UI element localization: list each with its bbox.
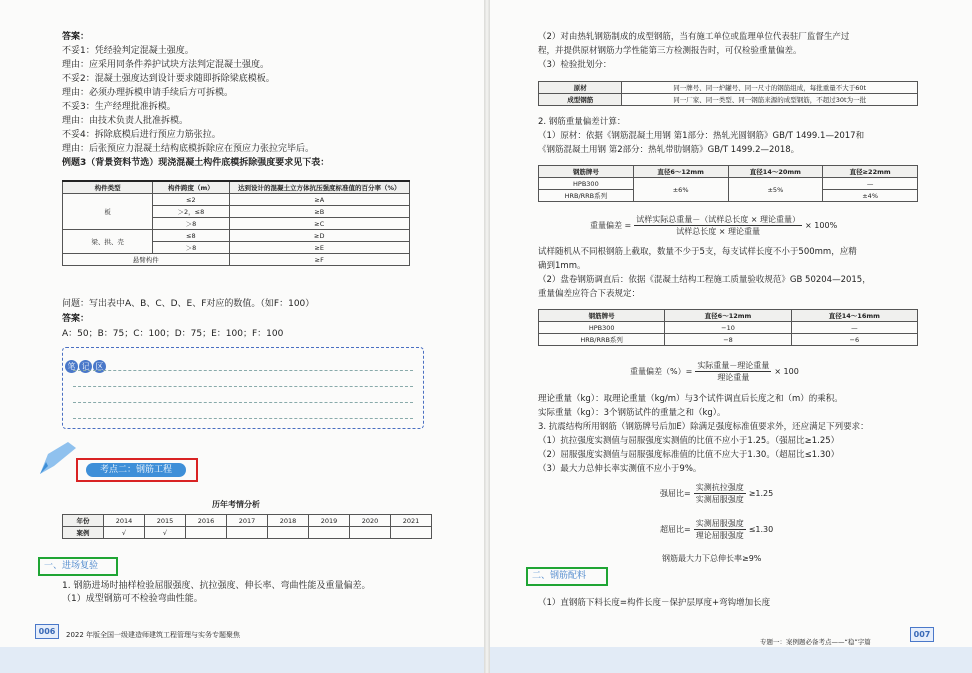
elongation-requirement: 钢筋最大力下总伸长率≥9%	[662, 554, 762, 563]
formula-fraction	[634, 214, 802, 237]
table-cell: 原材	[539, 82, 622, 94]
table-cell: 同一牌号、同一炉罐号、同一尺寸的钢筋组成，每批重量不大于60t	[622, 82, 918, 94]
table-cell: 悬臂构件	[63, 254, 230, 266]
year-cell: 2017	[227, 515, 268, 527]
formula-numerator: 试样实际总重量－（试样总长度 × 理论重量）	[636, 215, 801, 224]
table-header: 直径14～16mm	[791, 310, 917, 322]
key-point-title: 考点二：钢筋工程	[86, 463, 186, 477]
section-heading-batching: 二、钢筋配料	[526, 567, 608, 586]
table-cell: 板	[63, 194, 153, 230]
left-text-block	[62, 30, 472, 170]
table-cell: ＞2，≤8	[153, 206, 229, 218]
text-line: 3. 抗震结构所用钢筋（钢筋牌号后加E）除满足强度标准值要求外，还应满足下列要求：	[538, 422, 869, 432]
formula-fraction	[694, 482, 746, 505]
year-cell: 2021	[391, 515, 432, 527]
year-cell: 2018	[268, 515, 309, 527]
section-heading-retest: 一、进场复验	[38, 557, 118, 576]
formula-denominator: 理论屈服强度	[695, 531, 744, 540]
text-line: 试样随机从不同根钢筋上截取，数量不少于5支，每支试样长度不小于500mm，应精	[538, 247, 857, 257]
text-line: （3）检验批划分：	[538, 60, 612, 70]
notes-tag	[65, 354, 109, 371]
case-cell	[268, 527, 309, 539]
formula-fraction	[694, 518, 746, 541]
table-cell: ≥A	[229, 194, 409, 206]
notes-tag-char: 区	[93, 360, 106, 373]
left-footer-strip	[0, 647, 484, 673]
case-cell	[227, 527, 268, 539]
table-cell: ＞8	[153, 218, 229, 230]
case-cell: √	[145, 527, 186, 539]
table-cell: ±6%	[633, 178, 728, 202]
answer-text: A：50；B：75；C：100；D：75；E：100；F：100	[62, 329, 284, 339]
formula-denominator: 试样总长度 × 理论重量	[676, 227, 761, 236]
table-cell: ≥E	[229, 242, 409, 254]
table-header: 达到设计的混凝土立方体抗压强度标准值的百分率（%）	[229, 181, 409, 194]
notes-area	[62, 347, 424, 429]
year-cell: 2019	[309, 515, 350, 527]
formula-lhs: 强屈比=	[660, 489, 691, 498]
right-seismic-text	[538, 392, 928, 476]
page-number-right: 007	[910, 627, 934, 642]
table-cell: ≥C	[229, 218, 409, 230]
formula-tail: ≥1.25	[748, 489, 774, 498]
text-line: （1）抗拉强度实测值与屈服强度实测值的比值不应小于1.25。（强屈比≥1.25）	[538, 436, 840, 446]
year-cell: 2020	[350, 515, 391, 527]
formula-denominator: 理论重量	[717, 373, 750, 382]
notes-rule	[73, 402, 413, 403]
formula-denominator: 实测屈服强度	[695, 495, 744, 504]
formula-lhs: 重量偏差 =	[590, 221, 632, 230]
year-cell: 2015	[145, 515, 186, 527]
right-mid-text	[538, 115, 928, 157]
text-line: 《钢筋混凝土用钢 第2部分：热轧带肋钢筋》GB/T 1499.2—2018。	[538, 145, 800, 155]
case-cell	[391, 527, 432, 539]
text-line: 确到1mm。	[538, 261, 586, 271]
notes-rule	[73, 370, 413, 371]
year-cell: 2016	[186, 515, 227, 527]
text-line: （1）成型钢筋可不检验弯曲性能。	[62, 594, 203, 604]
notes-tag-char: 笔	[65, 360, 78, 373]
text-line: （1）原材：依据《钢筋混凝土用钢 第1部分：热轧光圆钢筋》GB/T 1499.1—2017和	[538, 131, 865, 141]
formula-lhs: 重量偏差（%）=	[630, 367, 693, 376]
year-cell: 年份	[63, 515, 104, 527]
case-cell	[350, 527, 391, 539]
right-body-text	[538, 596, 928, 610]
table-cell: ≥F	[229, 254, 409, 266]
case-cell	[186, 527, 227, 539]
text-line: 不妥2：混凝土强度达到设计要求随即拆除梁底模板。	[62, 74, 275, 84]
pencil-icon	[38, 440, 78, 476]
table-cell: −10	[665, 322, 791, 334]
text-line: 不妥3：生产经理批准拆模。	[62, 102, 176, 112]
table-header: 钢筋牌号	[539, 310, 665, 322]
raw-material-deviation-table	[538, 165, 918, 202]
table-cell: ≥B	[229, 206, 409, 218]
formula-fraction	[695, 360, 771, 383]
text-line: （1）直钢筋下料长度=构件长度－保护层厚度+弯钩增加长度	[538, 598, 771, 608]
left-footer-text: 2022 年版全国一级建造师建筑工程管理与实务专题聚焦	[66, 631, 241, 639]
table-cell: —	[823, 178, 918, 190]
notes-rule	[73, 418, 413, 419]
text-line: 理由：必须办理拆模申请手续后方可拆模。	[62, 88, 234, 98]
case-cell	[309, 527, 350, 539]
key-point-box	[76, 458, 198, 482]
case-cell: 案例	[63, 527, 104, 539]
text-line: 理由：由技术负责人批准拆模。	[62, 116, 189, 126]
table-cell: ≤2	[153, 194, 229, 206]
text-line: （2）盘卷钢筋调直后：依据《混凝土结构工程施工质量验收规范》GB 50204—2015，	[538, 275, 871, 285]
table-header: 直径6～12mm	[633, 166, 728, 178]
formwork-strength-table	[62, 180, 410, 266]
table-header: 直径14～20mm	[728, 166, 823, 178]
text-line: （2）对由热轧钢筋制成的成型钢筋，当有施工单位或监理单位代表驻厂监督生产过	[538, 32, 850, 42]
formula-lhs: 超屈比=	[660, 525, 691, 534]
table-cell: ±5%	[728, 178, 823, 202]
left-body-text	[62, 580, 472, 606]
answer-heading: 答案：	[62, 32, 90, 42]
text-line: （3）最大力总伸长率实测值不应小于9%。	[538, 464, 702, 474]
table-cell: ≥D	[229, 230, 409, 242]
table-cell: ＞8	[153, 242, 229, 254]
formula-strength-ratio	[660, 482, 773, 505]
text-line: 程，并提供原材钢筋力学性能第三方检测报告时，可仅检验重量偏差。	[538, 46, 802, 56]
text-line: 2. 钢筋重量偏差计算：	[538, 117, 626, 127]
table-cell: ≤8	[153, 230, 229, 242]
right-after-formula-text	[538, 245, 928, 301]
text-line: 不妥1：凭经验判定混凝土强度。	[62, 46, 194, 56]
text-line: 1. 钢筋进场时抽样检验屈服强度、抗拉强度、伸长率、弯曲性能及重量偏差。	[62, 581, 371, 591]
example-heading: 例题3（背景资料节选）现浇混凝土构件底模拆除强度要求见下表：	[62, 158, 330, 168]
year-cell: 2014	[104, 515, 145, 527]
formula-numerator: 实测屈服强度	[695, 519, 744, 528]
text-line: 理由：后张预应力混凝土结构底模拆除应在预应力张拉完毕后。	[62, 144, 315, 154]
table-cell: −8	[665, 334, 791, 346]
table-cell: —	[791, 322, 917, 334]
table-cell: HPB300	[539, 178, 634, 190]
table-cell: 成型钢筋	[539, 94, 622, 106]
right-top-text	[538, 30, 928, 72]
inspection-batch-table	[538, 81, 918, 106]
formula-weight-deviation	[590, 214, 837, 237]
history-table	[62, 514, 432, 539]
case-cell: √	[104, 527, 145, 539]
formula-tail: ≤1.30	[748, 525, 774, 534]
notes-rule	[73, 386, 413, 387]
table-header: 直径6～12mm	[665, 310, 791, 322]
answer-label: 答案：	[62, 314, 90, 324]
formula-numerator: 实际重量－理论重量	[697, 361, 770, 370]
notes-tag-char: 记	[79, 360, 92, 373]
formula-tail: × 100	[774, 367, 799, 376]
table-header: 钢筋牌号	[539, 166, 634, 178]
text-line: 理论重量（kg）：取理论重量（kg/m）与3个试件调直后长度之和（m）的乘积。	[538, 394, 843, 404]
text-line: 不妥4：拆除底模后进行预应力筋张拉。	[62, 130, 221, 140]
table-cell: 梁、拱、壳	[63, 230, 153, 254]
table-cell: −6	[791, 334, 917, 346]
question-text: 问题：写出表中A、B、C、D、E、F对应的数值。（如F：100）	[62, 299, 315, 309]
table-cell: HPB300	[539, 322, 665, 334]
table-header: 构件类型	[63, 181, 153, 194]
question-answer	[62, 297, 472, 342]
formula-over-strength-ratio	[660, 518, 773, 541]
table-cell: HRB/RRB系列	[539, 190, 634, 202]
right-footer-text: 专题一：案例题必备考点——“稳”字篇	[760, 638, 871, 646]
right-footer-strip	[490, 647, 972, 673]
table-header: 构件跨度（m）	[153, 181, 229, 194]
text-line: （2）屈服强度实测值与屈服强度标准值的比值不应大于1.30。（超屈比≤1.30）	[538, 450, 840, 460]
formula-tail: × 100%	[805, 221, 838, 230]
coil-deviation-table	[538, 309, 918, 346]
text-line: 实际重量（kg）：3个钢筋试件的重量之和（kg）。	[538, 408, 726, 418]
table-cell: HRB/RRB系列	[539, 334, 665, 346]
formula-numerator: 实测抗拉强度	[695, 483, 744, 492]
page-number-left: 006	[35, 624, 59, 639]
formula-weight-deviation-percent	[630, 360, 799, 383]
table-cell: 同一厂家、同一类型、同一钢筋来源的成型钢筋，不超过30t为一批	[622, 94, 918, 106]
text-line: 理由：应采用同条件养护试块方法判定混凝土强度。	[62, 60, 270, 70]
table-header: 直径≥22mm	[823, 166, 918, 178]
history-title: 历年考情分析	[212, 500, 260, 509]
table-cell: ±4%	[823, 190, 918, 202]
text-line: 重量偏差应符合下表规定：	[538, 289, 641, 299]
